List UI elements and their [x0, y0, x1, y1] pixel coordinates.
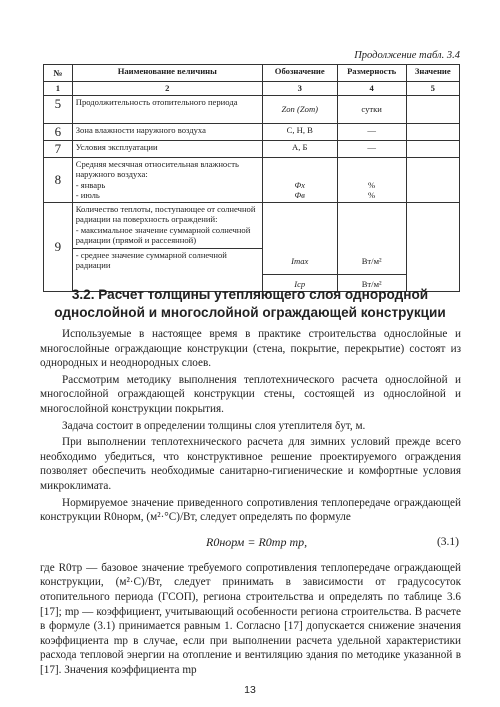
paragraph-definitions: где R0тр — базовое значение требуемого сопротивления теплопередаче ограждающей конструкции, (м²·С)/Вт, следует принимать в зависимости от градусосуток отопительного периода (ГСОП), региона строительства и определять по таблице 3.6 [17]; mр — коэффициент, учитывающий особенности региона строительства. В расчете в формуле (3.1) принимается равным 1. Согласно [17] допускается снижение значения коэффициента mр в случае, если при выполнении расчета удельной характеристики расхода тепловой энергии на отопление и вентиляцию здания по методике указанной в [17]. Значения коэффициента mр	[40, 561, 461, 676]
header-value: Значение	[406, 65, 459, 82]
row-num: 6	[44, 123, 73, 140]
row-num: 9	[44, 202, 73, 291]
row-name: Средняя месячная относительная влажность наружного воздуха:	[75, 158, 239, 179]
row-value	[406, 95, 459, 123]
header-symbol: Обозначение	[262, 65, 337, 82]
row-symbol: Zоп (Zот)	[262, 95, 337, 123]
table-row	[44, 140, 460, 157]
row-symbol-group	[262, 202, 337, 291]
row-symbol: Iср	[263, 274, 337, 290]
row-value	[406, 202, 459, 291]
row-dimension: %	[368, 190, 376, 200]
row-value	[406, 157, 459, 202]
row-dimension-group	[337, 157, 406, 202]
row-symbol-group	[262, 157, 337, 202]
row-name-group	[72, 202, 262, 291]
row-subitem: - январь	[75, 179, 106, 190]
row-name: Количество теплоты, поступающее от солнечной радиации на поверхность ограждений:	[75, 203, 256, 224]
section-heading: 3.2. Расчет толщины утепляющего слоя однородной однослойной и многослойной ограждающей конструкции	[54, 287, 446, 320]
paragraph: Задача состоит в определении толщины слоя утеплителя δут, м.	[62, 419, 366, 432]
row-symbol: С, Н, В	[262, 123, 337, 140]
row-dimension: %	[368, 179, 376, 190]
col-number: 2	[72, 82, 262, 96]
row-dimension: —	[337, 140, 406, 157]
column-number-row	[44, 82, 460, 96]
formula-block	[40, 527, 461, 561]
paragraph: При выполнении теплотехнического расчета для зимних условий прежде всего необходимо убедиться, что конструктивное решение проектируемого ограждения позволяет обеспечить необходимые санитарно-гигиенические и комфортные условия микроклимата.	[40, 436, 461, 492]
row-num: 7	[44, 140, 73, 157]
col-number: 1	[44, 82, 73, 96]
row-subitem: - среднее значение суммарной солнечной радиации	[73, 248, 262, 271]
parameters-table	[43, 64, 460, 292]
header-num: №	[44, 65, 73, 82]
row-dimension: Вт/м²	[361, 255, 382, 266]
row-name: Зона влажности наружного воздуха	[72, 123, 262, 140]
row-value	[406, 140, 459, 157]
row-dimension: сутки	[337, 95, 406, 123]
row-num: 8	[44, 157, 73, 202]
paragraph: Нормируемое значение приведенного сопротивления теплопередаче ограждающей конструкции R0норм, (м²·°С)/Вт, следует определять по формуле	[40, 496, 461, 524]
row-symbol: А, Б	[262, 140, 337, 157]
row-dimension-group	[337, 202, 406, 291]
table-header-row	[44, 65, 460, 82]
table-row	[44, 157, 460, 202]
row-value	[406, 123, 459, 140]
row-name-group	[72, 157, 262, 202]
page-number: 13	[244, 684, 256, 696]
table-continuation-label: Продолжение табл. 3.4	[354, 50, 460, 61]
row-subitem: - июль	[75, 190, 100, 200]
row-dimension: Вт/м²	[338, 274, 406, 290]
row-symbol: Φх	[294, 179, 305, 190]
row-symbol: Imax	[291, 255, 309, 266]
table-row	[44, 123, 460, 140]
col-number: 5	[406, 82, 459, 96]
header-name: Наименование величины	[72, 65, 262, 82]
table-row	[44, 95, 460, 123]
row-name: Условия эксплуатации	[72, 140, 262, 157]
paragraph: Используемые в настоящее время в практике строительства однослойные и многослойные ограждающие конструкции (стена, покрытие, перекрытие) состоят из однородных и неоднородных слоев.	[40, 328, 461, 370]
row-name: Продолжительность отопительного периода	[72, 95, 262, 123]
row-symbol: Φв	[294, 190, 305, 200]
formula-expression: R0норм = R0тр mр,	[206, 534, 308, 549]
header-dimension: Размерность	[337, 65, 406, 82]
row-dimension: —	[337, 123, 406, 140]
body-text	[40, 327, 461, 679]
paragraph: Рассмотрим методику выполнения теплотехнического расчета однослойной и многослойной ограждающей конструкции стены, состоящей из однослойной и многослойной конструкции покрытия.	[40, 373, 461, 415]
formula-number: (3.1)	[436, 535, 459, 548]
table-row	[44, 202, 460, 291]
col-number: 4	[337, 82, 406, 96]
row-num: 5	[44, 95, 73, 123]
row-subitem: - максимальное значение суммарной солнечной радиации (прямой и рассеянной)	[75, 224, 251, 245]
col-number: 3	[262, 82, 337, 96]
